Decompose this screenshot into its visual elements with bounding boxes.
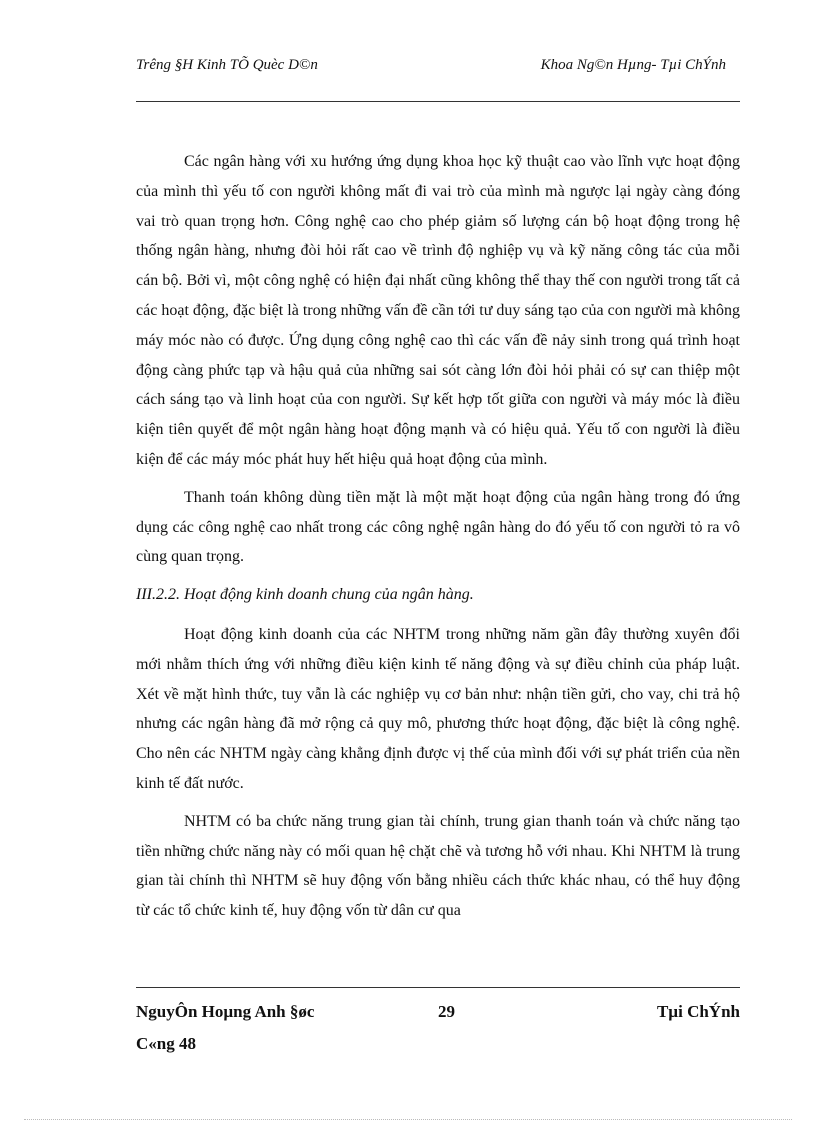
header-university: Trêng §H Kinh TÕ Quèc D©n bbox=[136, 57, 318, 73]
header-rule bbox=[136, 101, 740, 102]
footer-class: C«ng 48 bbox=[136, 1034, 196, 1053]
paragraph-3: Hoạt động kinh doanh của các NHTM trong những năm gần đây thường xuyên đổi mới nhằm thích ứng với những điều kiện kinh tế năng động và sự điều chỉnh của pháp luật. Xét về mặt hình thức, tuy vẫn là các nghiệp vụ cơ bản như: nhận tiền gửi, cho vay, chi trả hộ nhưng các ngân hàng đã mở rộng cả quy mô, phương thức hoạt động, đặc biệt là công nghệ. Cho nên các NHTM ngày càng khẳng định được vị thế của mình đối với sự phát triển của nền kinh tế đất nước. bbox=[136, 625, 740, 792]
document-body bbox=[136, 147, 740, 934]
footer-subject: Tµi ChÝnh bbox=[656, 1002, 740, 1021]
header-faculty: Khoa Ng©n Hµng- Tµi ChÝnh bbox=[540, 57, 726, 73]
section-heading: III.2.2. Hoạt động kinh doanh chung của ngân hàng. bbox=[136, 586, 474, 604]
paragraph-1: Các ngân hàng với xu hướng ứng dụng khoa học kỹ thuật cao vào lĩnh vực hoạt động của mình thì yếu tố con người không mất đi vai trò của mình mà ngược lại ngày càng đóng vai trò quan trọng hơn. Công nghệ cao cho phép giảm số lượng cán bộ hoạt động trong hệ thống ngân hàng, nhưng đòi hỏi rất cao về trình độ nghiệp vụ và kỹ năng công tác của mỗi cán bộ. Bởi vì, một công nghệ có hiện đại nhất cũng không thể thay thế con người trong tất cả các hoạt động, đặc biệt là trong những vấn đề cần tới tư duy sáng tạo của con người mà không máy móc nào có được. Ứng dụng công nghệ cao thì các vấn đề nảy sinh trong quá trình hoạt động càng phức tạp và hậu quả của những sai sót càng lớn đòi hỏi phải có sự can thiệp một cách sáng tạo và linh hoạt của con người. Sự kết hợp tốt giữa con người và máy móc là điều kiện tiên quyết để một ngân hàng hoạt động mạnh và có hiệu quả. Yếu tố con người là điều kiện để các máy móc phát huy hết hiệu quả hoạt động của mình. bbox=[136, 153, 740, 468]
page-bottom-divider bbox=[24, 1119, 792, 1120]
footer-author: NguyÔn Hoµng Anh §øc bbox=[136, 1002, 315, 1021]
paragraph-2: Thanh toán không dùng tiền mặt là một mặt hoạt động của ngân hàng trong đó ứng dụng các công nghệ cao nhất trong các công nghệ ngân hàng do đó yếu tố con người tỏ ra vô cùng quan trọng. bbox=[136, 488, 740, 566]
footer-rule bbox=[136, 987, 740, 988]
page-number: 29 bbox=[438, 1002, 455, 1021]
paragraph-4: NHTM có ba chức năng trung gian tài chính, trung gian thanh toán và chức năng tạo tiền những chức năng này có mối quan hệ chặt chẽ và tương hỗ với nhau. Khi NHTM là trung gian tài chính thì NHTM sẽ huy động vốn bằng nhiều cách thức khác nhau, có thể huy động từ các tổ chức kinh tế, huy động vốn từ dân cư qua bbox=[136, 812, 740, 920]
page-header bbox=[136, 57, 740, 79]
